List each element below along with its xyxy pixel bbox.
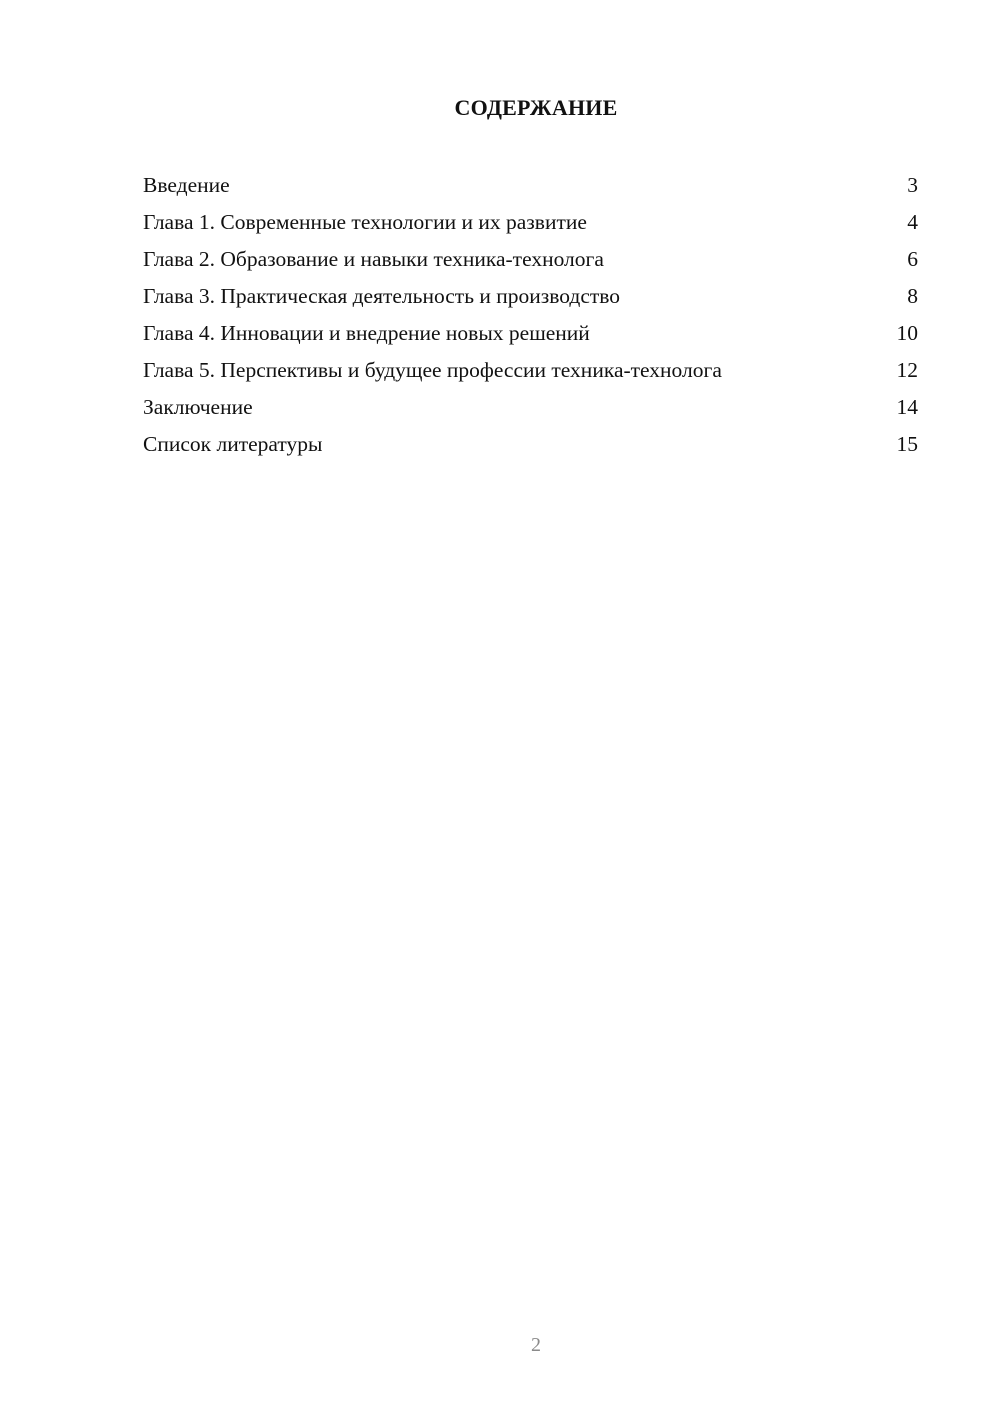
toc-entry-chapter-4 <box>143 316 918 353</box>
toc-entry-page: 6 <box>907 247 918 271</box>
toc-entry-title: Глава 2. Образование и навыки техника-технолога <box>143 247 604 271</box>
toc-entry-page: 10 <box>896 321 918 345</box>
table-of-contents <box>143 168 918 464</box>
toc-entry-title: Введение <box>143 173 230 197</box>
page-title: СОДЕРЖАНИЕ <box>454 95 618 120</box>
toc-entry-chapter-2 <box>143 242 918 279</box>
toc-entry-chapter-5 <box>143 353 918 390</box>
toc-entry-chapter-1 <box>143 205 918 242</box>
toc-entry-conclusion <box>143 390 918 427</box>
toc-entry-title: Глава 4. Инновации и внедрение новых решений <box>143 321 590 345</box>
toc-entry-introduction <box>143 168 918 205</box>
toc-entry-title: Глава 5. Перспективы и будущее профессии техника-технолога <box>143 358 722 382</box>
toc-entry-title: Список литературы <box>143 432 323 456</box>
toc-entry-page: 12 <box>896 358 918 382</box>
toc-entry-page: 8 <box>907 284 918 308</box>
toc-entry-title: Глава 1. Современные технологии и их развитие <box>143 210 587 234</box>
page-number: 2 <box>531 1334 541 1356</box>
toc-entry-page: 4 <box>907 210 918 234</box>
toc-entry-page: 14 <box>896 395 918 419</box>
toc-entry-page: 15 <box>896 432 918 456</box>
toc-entry-references <box>143 427 918 464</box>
toc-entry-title: Заключение <box>143 395 253 419</box>
toc-entry-title: Глава 3. Практическая деятельность и производство <box>143 284 621 308</box>
toc-entry-page: 3 <box>907 173 918 197</box>
toc-entry-chapter-3 <box>143 279 918 316</box>
